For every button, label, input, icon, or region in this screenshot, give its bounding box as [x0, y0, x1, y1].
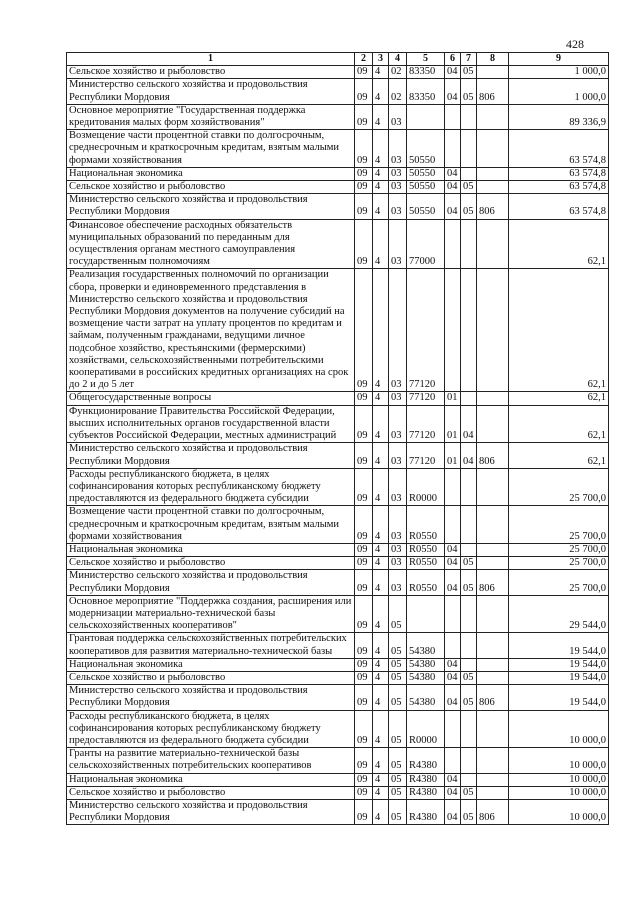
row-department: 806	[477, 799, 509, 824]
row-department	[477, 786, 509, 799]
table-row	[67, 543, 609, 556]
row-description: Сельское хозяйство и рыболовство	[67, 786, 355, 799]
row-code-4: 02	[389, 79, 407, 104]
row-department	[477, 219, 509, 269]
row-section: 04	[445, 570, 461, 595]
row-department	[477, 104, 509, 129]
row-target-code: R0000	[407, 468, 445, 506]
row-amount: 10 000,0	[509, 799, 609, 824]
row-amount: 19 544,0	[509, 671, 609, 684]
row-section	[445, 219, 461, 269]
row-amount: 63 574,8	[509, 130, 609, 168]
row-subsection: 05	[461, 671, 477, 684]
row-code-3: 4	[373, 773, 389, 786]
row-code-2: 09	[355, 773, 373, 786]
table-row	[67, 658, 609, 671]
row-target-code: 54380	[407, 685, 445, 710]
row-section: 01	[445, 405, 461, 443]
row-target-code: 83350	[407, 66, 445, 79]
row-code-2: 09	[355, 443, 373, 468]
row-department	[477, 773, 509, 786]
row-code-4: 05	[389, 595, 407, 633]
table-row	[67, 506, 609, 544]
row-target-code: R4380	[407, 786, 445, 799]
row-subsection	[461, 595, 477, 633]
table-row	[67, 468, 609, 506]
row-target-code: R0550	[407, 543, 445, 556]
row-section: 04	[445, 543, 461, 556]
row-section: 04	[445, 773, 461, 786]
row-department	[477, 167, 509, 180]
row-department: 806	[477, 79, 509, 104]
row-department	[477, 671, 509, 684]
row-target-code: R4380	[407, 799, 445, 824]
row-description: Сельское хозяйство и рыболовство	[67, 181, 355, 194]
row-code-3: 4	[373, 392, 389, 405]
row-code-4: 03	[389, 543, 407, 556]
row-amount: 63 574,8	[509, 194, 609, 219]
row-code-4: 03	[389, 167, 407, 180]
row-subsection: 05	[461, 685, 477, 710]
row-target-code: 50550	[407, 167, 445, 180]
row-code-3: 4	[373, 167, 389, 180]
row-amount: 62,1	[509, 443, 609, 468]
table-row	[67, 194, 609, 219]
table-header-row	[67, 53, 609, 66]
row-target-code	[407, 104, 445, 129]
row-subsection	[461, 633, 477, 658]
row-description: Министерство сельского хозяйства и продовольствия Республики Мордовия	[67, 799, 355, 824]
row-department	[477, 181, 509, 194]
row-code-3: 4	[373, 79, 389, 104]
row-amount: 89 336,9	[509, 104, 609, 129]
row-description: Министерство сельского хозяйства и продовольствия Республики Мордовия	[67, 443, 355, 468]
row-code-2: 09	[355, 633, 373, 658]
table-row	[67, 710, 609, 748]
table-row	[67, 786, 609, 799]
row-code-3: 4	[373, 633, 389, 658]
row-target-code: 77120	[407, 405, 445, 443]
row-amount: 25 700,0	[509, 543, 609, 556]
row-code-3: 4	[373, 66, 389, 79]
row-subsection: 05	[461, 570, 477, 595]
row-department	[477, 506, 509, 544]
row-target-code: R0000	[407, 710, 445, 748]
column-header: 2	[355, 53, 373, 66]
row-code-3: 4	[373, 468, 389, 506]
row-department: 806	[477, 194, 509, 219]
row-amount: 62,1	[509, 219, 609, 269]
row-description: Возмещение части процентной ставки по долгосрочным, среднесрочным и краткосрочным кредитам, взятым малыми формами хозяйствования	[67, 506, 355, 544]
row-code-2: 09	[355, 799, 373, 824]
row-department	[477, 557, 509, 570]
row-amount: 19 544,0	[509, 633, 609, 658]
row-target-code: 77120	[407, 269, 445, 392]
row-code-3: 4	[373, 570, 389, 595]
row-code-3: 4	[373, 557, 389, 570]
table-row	[67, 269, 609, 392]
row-subsection	[461, 773, 477, 786]
row-amount: 25 700,0	[509, 506, 609, 544]
row-section	[445, 595, 461, 633]
row-code-3: 4	[373, 799, 389, 824]
row-code-2: 09	[355, 685, 373, 710]
table-row	[67, 633, 609, 658]
row-description: Возмещение части процентной ставки по долгосрочным, среднесрочным и краткосрочным кредитам, взятым малыми формами хозяйствования	[67, 130, 355, 168]
row-code-4: 03	[389, 557, 407, 570]
table-row	[67, 104, 609, 129]
row-section	[445, 130, 461, 168]
row-department	[477, 595, 509, 633]
row-description: Грантовая поддержка сельскохозяйственных потребительских кооперативов для развития материально-технической базы	[67, 633, 355, 658]
row-section	[445, 748, 461, 773]
row-code-4: 03	[389, 443, 407, 468]
row-code-3: 4	[373, 671, 389, 684]
row-code-2: 09	[355, 710, 373, 748]
table-row	[67, 570, 609, 595]
row-code-2: 09	[355, 167, 373, 180]
row-target-code: R0550	[407, 570, 445, 595]
row-description: Сельское хозяйство и рыболовство	[67, 557, 355, 570]
row-code-2: 09	[355, 671, 373, 684]
row-code-4: 03	[389, 130, 407, 168]
row-subsection: 04	[461, 405, 477, 443]
row-subsection	[461, 710, 477, 748]
row-code-4: 02	[389, 66, 407, 79]
row-amount: 19 544,0	[509, 685, 609, 710]
table-row	[67, 799, 609, 824]
row-section: 04	[445, 658, 461, 671]
row-subsection	[461, 219, 477, 269]
row-description: Реализация государственных полномочий по организации сбора, проверки и единовременного представления в Министерство сельского хозяйства и продовольствия Республики Мордовия документов на получение субсидий на возмещение части затрат на уплату процентов по кредитам и займам, полученным гражданами, ведущими личное подсобное хозяйство, крестьянскими (фермерскими) хозяйствами, сельскохозяйственными потребительскими кооперативами в российских кредитных организациях на срок до 2 и до 5 лет	[67, 269, 355, 392]
table-row	[67, 219, 609, 269]
row-description: Расходы республиканского бюджета, в целях софинансирования которых республиканскому бюджету предоставляются из федерального бюджета субсидии	[67, 710, 355, 748]
row-department	[477, 269, 509, 392]
row-department	[477, 392, 509, 405]
row-code-3: 4	[373, 219, 389, 269]
row-code-2: 09	[355, 658, 373, 671]
column-header: 3	[373, 53, 389, 66]
row-description: Расходы республиканского бюджета, в целях софинансирования которых республиканскому бюджету предоставляются из федерального бюджета субсидии	[67, 468, 355, 506]
row-description: Основное мероприятие "Поддержка создания, расширения или модернизации материально-технической базы сельскохозяйственных кооперативов"	[67, 595, 355, 633]
row-amount: 19 544,0	[509, 658, 609, 671]
row-section: 04	[445, 79, 461, 104]
row-section: 01	[445, 392, 461, 405]
table-row	[67, 167, 609, 180]
row-code-3: 4	[373, 181, 389, 194]
row-code-2: 09	[355, 219, 373, 269]
row-code-3: 4	[373, 443, 389, 468]
row-code-2: 09	[355, 557, 373, 570]
row-description: Министерство сельского хозяйства и продовольствия Республики Мордовия	[67, 194, 355, 219]
row-code-3: 4	[373, 104, 389, 129]
row-code-4: 05	[389, 786, 407, 799]
row-code-4: 05	[389, 799, 407, 824]
row-code-2: 09	[355, 595, 373, 633]
column-header: 5	[407, 53, 445, 66]
row-section: 04	[445, 671, 461, 684]
table-row	[67, 748, 609, 773]
row-section: 04	[445, 557, 461, 570]
table-row	[67, 685, 609, 710]
row-code-2: 09	[355, 570, 373, 595]
row-subsection	[461, 167, 477, 180]
table-row	[67, 79, 609, 104]
row-amount: 63 574,8	[509, 167, 609, 180]
row-code-4: 03	[389, 506, 407, 544]
row-code-2: 09	[355, 405, 373, 443]
row-subsection	[461, 392, 477, 405]
row-code-2: 09	[355, 79, 373, 104]
column-header: 4	[389, 53, 407, 66]
row-amount: 10 000,0	[509, 748, 609, 773]
row-code-3: 4	[373, 748, 389, 773]
row-department	[477, 468, 509, 506]
row-subsection: 05	[461, 194, 477, 219]
row-description: Функционирование Правительства Российской Федерации, высших исполнительных органов государственной власти субъектов Российской Федерации, местных администраций	[67, 405, 355, 443]
row-target-code: 50550	[407, 194, 445, 219]
table-body	[67, 66, 609, 825]
row-code-4: 03	[389, 181, 407, 194]
row-description: Сельское хозяйство и рыболовство	[67, 671, 355, 684]
row-description: Сельское хозяйство и рыболовство	[67, 66, 355, 79]
row-amount: 29 544,0	[509, 595, 609, 633]
row-department	[477, 405, 509, 443]
row-code-4: 05	[389, 658, 407, 671]
table-row	[67, 671, 609, 684]
row-amount: 10 000,0	[509, 786, 609, 799]
row-code-4: 03	[389, 468, 407, 506]
row-amount: 25 700,0	[509, 570, 609, 595]
table-row	[67, 130, 609, 168]
table-row	[67, 443, 609, 468]
row-code-4: 05	[389, 710, 407, 748]
row-department	[477, 543, 509, 556]
row-code-4: 03	[389, 392, 407, 405]
row-department	[477, 748, 509, 773]
row-code-3: 4	[373, 786, 389, 799]
row-code-4: 05	[389, 748, 407, 773]
row-department	[477, 658, 509, 671]
row-code-4: 03	[389, 219, 407, 269]
row-subsection: 05	[461, 786, 477, 799]
row-amount: 63 574,8	[509, 181, 609, 194]
row-target-code: 77000	[407, 219, 445, 269]
row-description: Национальная экономика	[67, 658, 355, 671]
row-department	[477, 130, 509, 168]
row-amount: 62,1	[509, 269, 609, 392]
column-header: 6	[445, 53, 461, 66]
row-code-2: 09	[355, 543, 373, 556]
row-target-code: R0550	[407, 557, 445, 570]
row-target-code: 83350	[407, 79, 445, 104]
row-section: 04	[445, 66, 461, 79]
row-code-4: 03	[389, 194, 407, 219]
row-subsection: 05	[461, 557, 477, 570]
row-target-code: R4380	[407, 773, 445, 786]
row-code-4: 05	[389, 633, 407, 658]
row-subsection	[461, 658, 477, 671]
row-description: Министерство сельского хозяйства и продовольствия Республики Мордовия	[67, 685, 355, 710]
row-code-3: 4	[373, 658, 389, 671]
row-section: 04	[445, 799, 461, 824]
row-code-4: 05	[389, 773, 407, 786]
row-description: Основное мероприятие "Государственная поддержка кредитования малых форм хозяйствования"	[67, 104, 355, 129]
table-row	[67, 405, 609, 443]
budget-table	[66, 52, 609, 825]
row-department	[477, 66, 509, 79]
table-row	[67, 557, 609, 570]
row-code-3: 4	[373, 710, 389, 748]
row-department	[477, 633, 509, 658]
row-code-3: 4	[373, 506, 389, 544]
row-code-3: 4	[373, 685, 389, 710]
row-target-code	[407, 595, 445, 633]
row-target-code: R0550	[407, 506, 445, 544]
table-row	[67, 595, 609, 633]
row-description: Финансовое обеспечение расходных обязательств муниципальных образований по переданным для осуществления органам местного самоуправления государственным полномочиям	[67, 219, 355, 269]
page-number: 428	[566, 37, 584, 51]
row-code-4: 03	[389, 570, 407, 595]
row-code-4: 03	[389, 104, 407, 129]
table-row	[67, 392, 609, 405]
row-target-code: 54380	[407, 633, 445, 658]
row-department: 806	[477, 685, 509, 710]
row-department	[477, 710, 509, 748]
row-target-code: 50550	[407, 130, 445, 168]
column-header: 8	[477, 53, 509, 66]
row-section	[445, 104, 461, 129]
row-subsection: 05	[461, 79, 477, 104]
column-header: 9	[509, 53, 609, 66]
row-code-3: 4	[373, 405, 389, 443]
column-header: 7	[461, 53, 477, 66]
table-row	[67, 773, 609, 786]
row-target-code: 54380	[407, 658, 445, 671]
row-subsection	[461, 468, 477, 506]
column-header: 1	[67, 53, 355, 66]
row-code-3: 4	[373, 269, 389, 392]
row-subsection: 05	[461, 66, 477, 79]
row-subsection	[461, 104, 477, 129]
row-amount: 10 000,0	[509, 773, 609, 786]
row-code-4: 05	[389, 685, 407, 710]
row-section	[445, 633, 461, 658]
row-code-2: 09	[355, 104, 373, 129]
row-code-2: 09	[355, 194, 373, 219]
row-code-2: 09	[355, 392, 373, 405]
row-amount: 25 700,0	[509, 557, 609, 570]
row-target-code: 77120	[407, 443, 445, 468]
row-description: Национальная экономика	[67, 773, 355, 786]
row-code-3: 4	[373, 595, 389, 633]
row-target-code: 50550	[407, 181, 445, 194]
row-description: Общегосударственные вопросы	[67, 392, 355, 405]
row-code-2: 09	[355, 181, 373, 194]
row-subsection: 04	[461, 443, 477, 468]
row-code-3: 4	[373, 130, 389, 168]
row-code-3: 4	[373, 194, 389, 219]
row-description: Гранты на развитие материально-технической базы сельскохозяйственных потребительских кооперативов	[67, 748, 355, 773]
row-section	[445, 468, 461, 506]
row-target-code: 54380	[407, 671, 445, 684]
row-description: Национальная экономика	[67, 167, 355, 180]
row-department: 806	[477, 570, 509, 595]
row-target-code: R4380	[407, 748, 445, 773]
row-description: Национальная экономика	[67, 543, 355, 556]
row-code-2: 09	[355, 269, 373, 392]
row-subsection	[461, 130, 477, 168]
row-subsection: 05	[461, 799, 477, 824]
row-section: 04	[445, 685, 461, 710]
row-code-2: 09	[355, 468, 373, 506]
row-amount: 10 000,0	[509, 710, 609, 748]
row-amount: 62,1	[509, 392, 609, 405]
row-description: Министерство сельского хозяйства и продовольствия Республики Мордовия	[67, 79, 355, 104]
row-code-4: 03	[389, 269, 407, 392]
row-subsection: 05	[461, 181, 477, 194]
row-department: 806	[477, 443, 509, 468]
row-section: 04	[445, 194, 461, 219]
row-section: 01	[445, 443, 461, 468]
row-code-2: 09	[355, 748, 373, 773]
row-section: 04	[445, 786, 461, 799]
row-section	[445, 506, 461, 544]
row-code-2: 09	[355, 66, 373, 79]
table-row	[67, 66, 609, 79]
row-description: Министерство сельского хозяйства и продовольствия Республики Мордовия	[67, 570, 355, 595]
row-subsection	[461, 506, 477, 544]
row-amount: 1 000,0	[509, 79, 609, 104]
row-section: 04	[445, 181, 461, 194]
row-code-2: 09	[355, 130, 373, 168]
row-amount: 1 000,0	[509, 66, 609, 79]
row-amount: 62,1	[509, 405, 609, 443]
row-section	[445, 269, 461, 392]
row-code-4: 03	[389, 405, 407, 443]
row-code-3: 4	[373, 543, 389, 556]
row-subsection	[461, 543, 477, 556]
row-subsection	[461, 269, 477, 392]
row-code-2: 09	[355, 506, 373, 544]
row-target-code: 77120	[407, 392, 445, 405]
table-row	[67, 181, 609, 194]
row-code-2: 09	[355, 786, 373, 799]
row-section	[445, 710, 461, 748]
row-amount: 25 700,0	[509, 468, 609, 506]
row-subsection	[461, 748, 477, 773]
row-code-4: 05	[389, 671, 407, 684]
row-section: 04	[445, 167, 461, 180]
